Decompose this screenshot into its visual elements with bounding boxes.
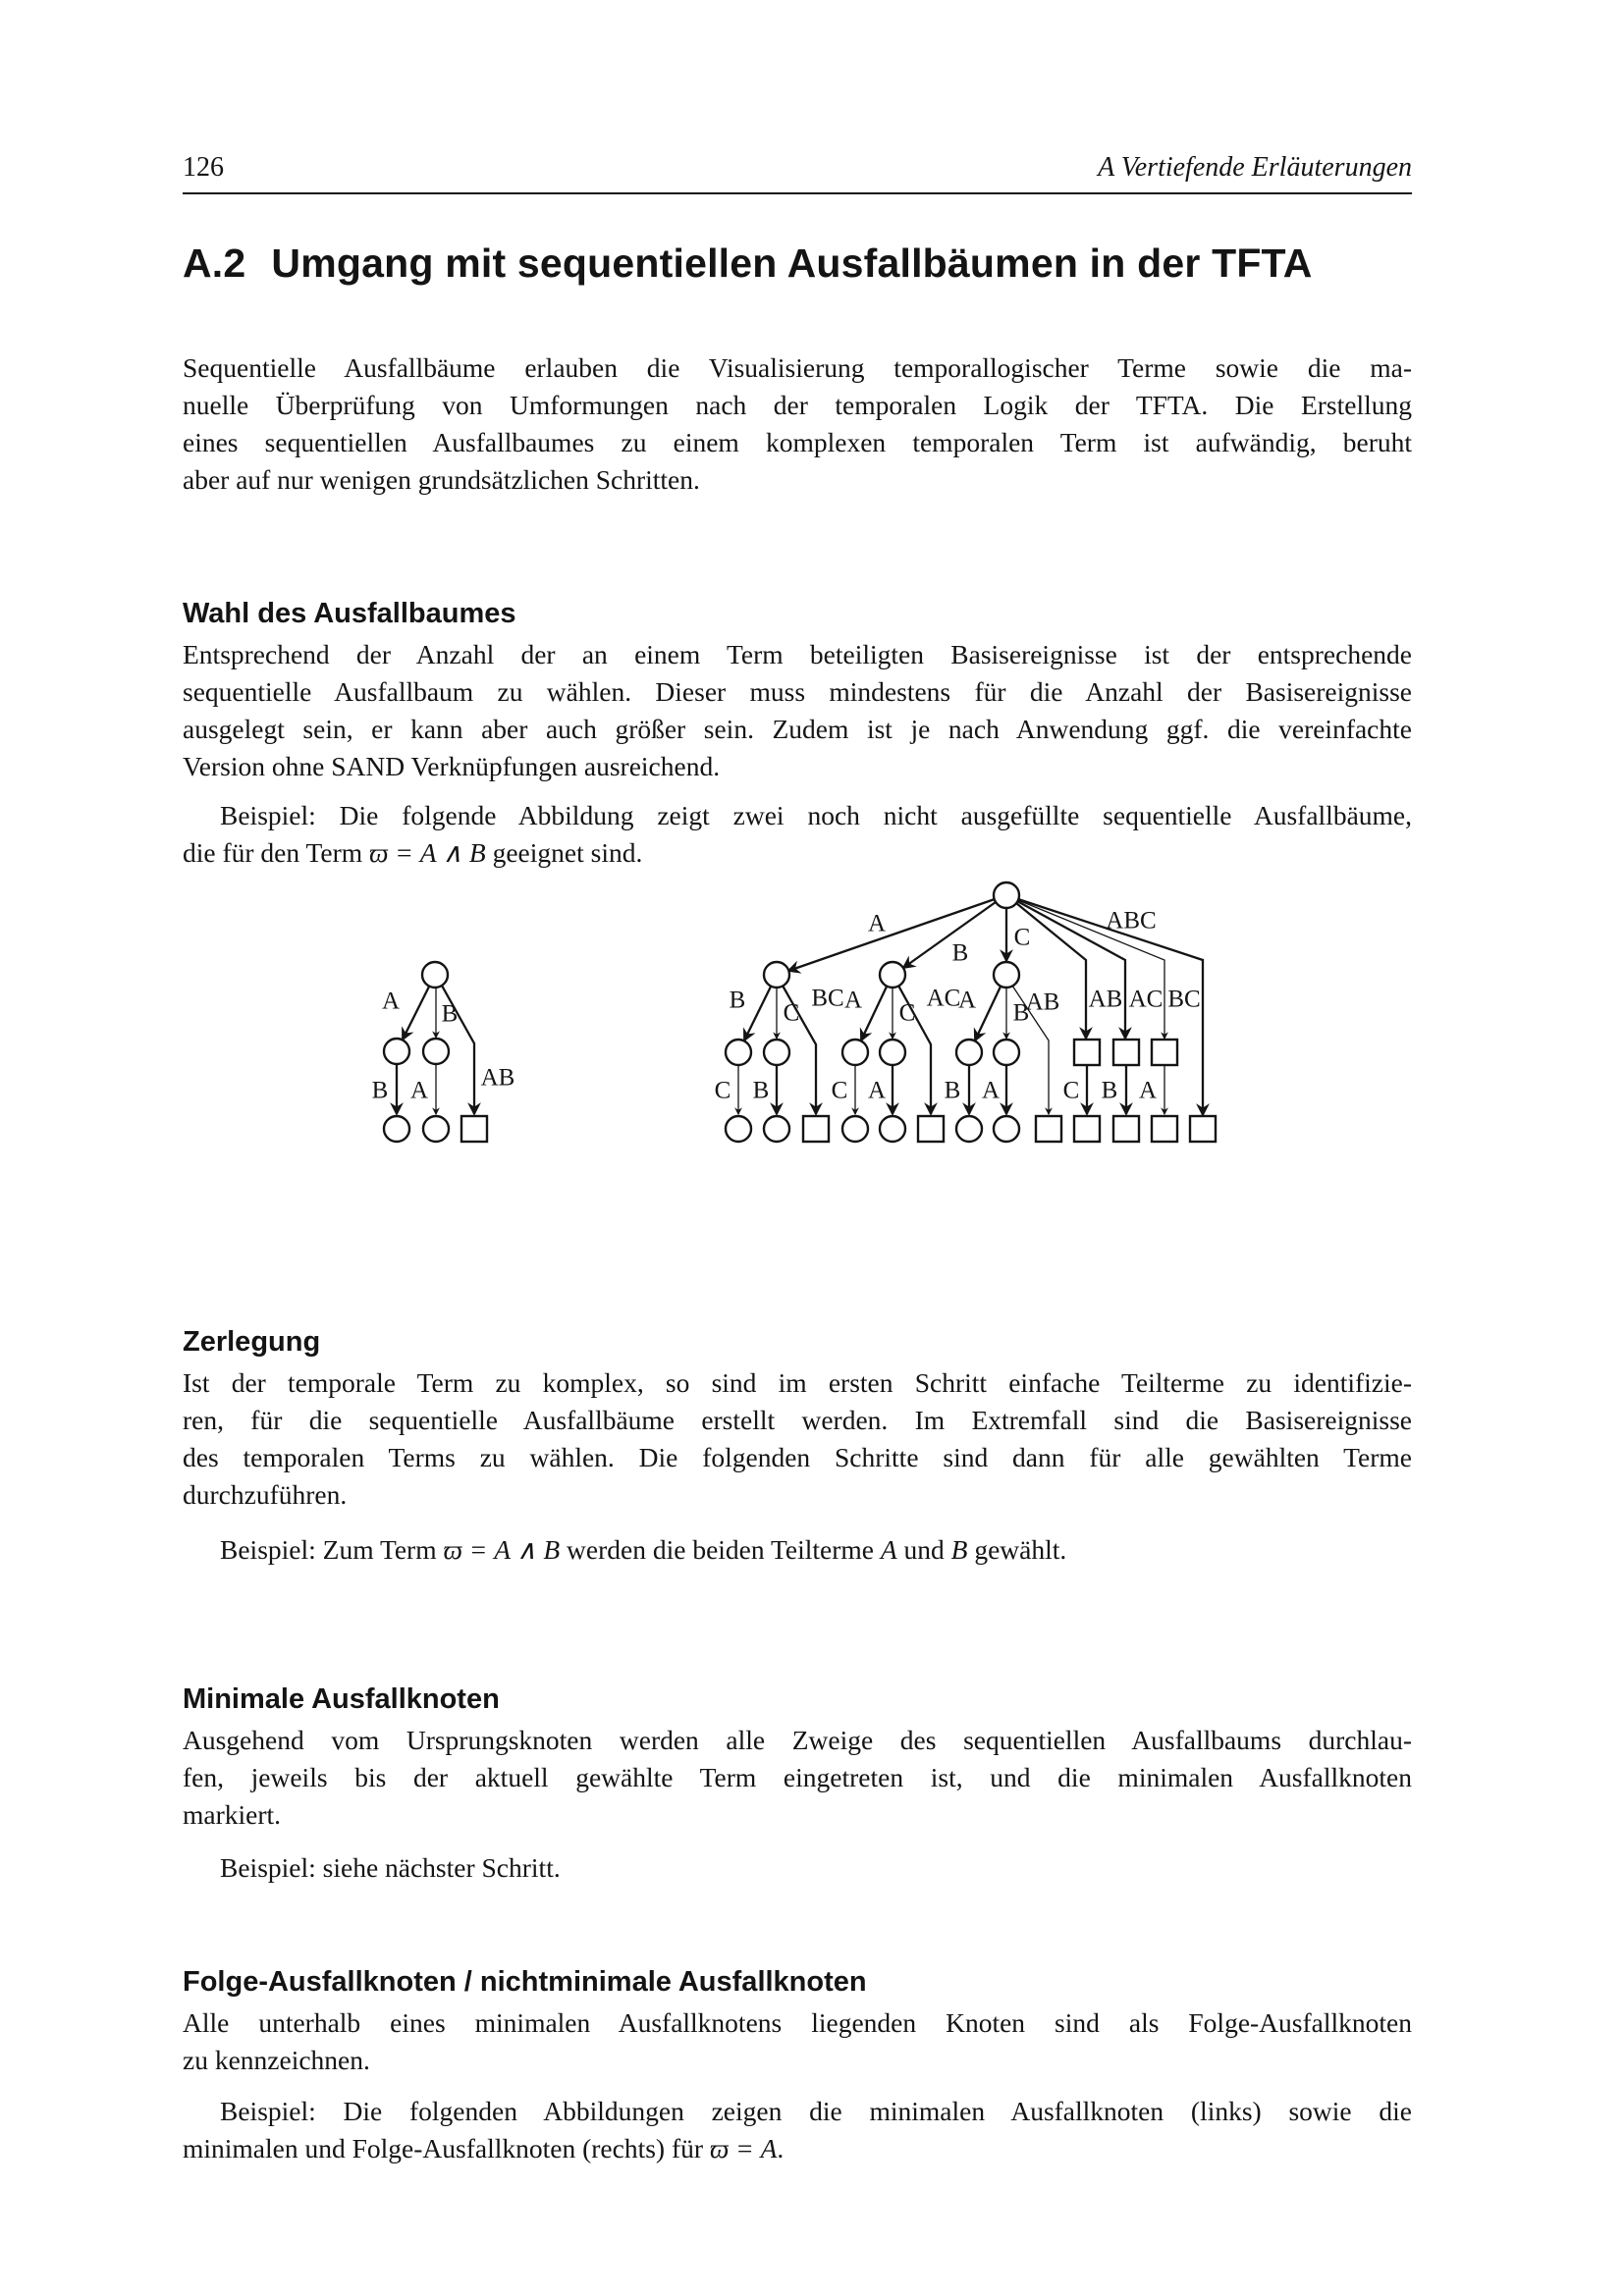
- event-node-circle: [764, 1040, 789, 1065]
- edge-label: A: [867, 910, 887, 937]
- event-node-square: [461, 1116, 487, 1142]
- event-node-square: [1152, 1116, 1177, 1142]
- event-node-circle: [994, 1116, 1019, 1142]
- section-title: Umgang mit sequentiellen Ausfallbäumen in der TFTA: [271, 240, 1313, 286]
- edge-label: B: [944, 1077, 961, 1104]
- formula: ϖ = A: [709, 2133, 778, 2163]
- edge-label: B: [371, 1077, 389, 1104]
- example-line: Beispiel: Die folgende Abbildung zeigt zwei noch nicht ausgefüllte sequentielle Ausfallbäume,: [220, 800, 1412, 830]
- edge-label: AB: [1088, 986, 1123, 1013]
- event-node-circle: [842, 1040, 868, 1065]
- body-line: ausgelegt sein, er kann aber auch größer sein. Zudem ist je nach Anwendung ggf. die vereinfachte: [183, 714, 1412, 744]
- body-line: Alle unterhalb eines minimalen Ausfallknotens liegenden Knoten sind als Folge-Ausfallknoten: [183, 2007, 1412, 2038]
- example-text: werden die beiden Teilterme: [560, 1534, 881, 1565]
- event-node-circle: [994, 882, 1019, 908]
- edge-label: A: [867, 1077, 887, 1104]
- edge-label: AC: [1128, 986, 1164, 1013]
- edge-label: C: [714, 1077, 731, 1104]
- subsection-heading-zerlegung: Zerlegung: [183, 1326, 321, 1358]
- edge-label: BC: [1167, 986, 1201, 1013]
- intro-line: Sequentielle Ausfallbäume erlauben die Visualisierung temporallogischer Terme sowie die ma-: [183, 352, 1412, 383]
- example-line: Beispiel: Die folgenden Abbildungen zeigen die minimalen Ausfallknoten (links) sowie die: [220, 2096, 1412, 2126]
- header-rule: [183, 192, 1412, 194]
- edge-label: A: [381, 988, 401, 1015]
- event-node-square: [1113, 1040, 1139, 1065]
- body-line: markiert.: [183, 1799, 282, 1830]
- event-node-circle: [764, 962, 789, 988]
- event-node-circle: [956, 1116, 982, 1142]
- event-node-square: [1190, 1116, 1216, 1142]
- body-line: Entsprechend der Anzahl der an einem Term beteiligten Basisereignisse ist der entsprechende: [183, 639, 1412, 669]
- event-node-square: [1152, 1040, 1177, 1065]
- edge-label: C: [831, 1077, 848, 1104]
- section-number: A.2: [183, 240, 246, 286]
- body-line: sequentielle Ausfallbaum zu wählen. Dieser muss mindestens für die Anzahl der Basisereignisse: [183, 676, 1412, 707]
- event-node-circle: [880, 1040, 905, 1065]
- edge-label: C: [1013, 924, 1031, 951]
- edge-label: AB: [1025, 988, 1060, 1016]
- edge-label: ABC: [1106, 907, 1157, 934]
- edge-label: A: [1138, 1077, 1158, 1104]
- edge-label: B: [752, 1077, 770, 1104]
- intro-line: nuelle Überprüfung von Umformungen nach der temporalen Logik der TFTA. Die Erstellung: [183, 390, 1412, 420]
- edge-label: C: [1062, 1077, 1080, 1104]
- body-line: zu kennzeichnen.: [183, 2045, 370, 2075]
- edge-label: C: [898, 999, 916, 1027]
- example-text: gewählt.: [967, 1534, 1067, 1565]
- event-node-circle: [726, 1040, 751, 1065]
- subsection-heading-wahl: Wahl des Ausfallbaumes: [183, 598, 516, 629]
- edge-label: B: [729, 987, 746, 1014]
- subsection-heading-folge: Folge-Ausfallknoten / nichtminimale Ausfallknoten: [183, 1966, 867, 1998]
- event-node-circle: [384, 1116, 409, 1142]
- edge-label: B: [1012, 999, 1030, 1027]
- body-line: Ist der temporale Term zu komplex, so sind im ersten Schritt einfache Teilterme zu identifizie-: [183, 1367, 1412, 1398]
- formula: ϖ = A ∧ B: [443, 1534, 561, 1565]
- edge-label: BC: [811, 985, 844, 1012]
- sequential-fault-trees-figure: [344, 864, 1257, 1178]
- event-node-circle: [726, 1116, 751, 1142]
- body-line: ren, für die sequentielle Ausfallbäume erstellt werden. Im Extremfall sind die Basisereignisse: [183, 1405, 1412, 1435]
- body-line: Version ohne SAND Verknüpfungen ausreichend.: [183, 751, 721, 781]
- edge-label: B: [1101, 1077, 1118, 1104]
- body-line: durchzuführen.: [183, 1479, 348, 1510]
- event-node-circle: [384, 1039, 409, 1064]
- event-node-square: [1036, 1116, 1061, 1142]
- body-line: fen, jeweils bis der aktuell gewählte Term eingetreten ist, und die minimalen Ausfallknoten: [183, 1762, 1412, 1792]
- edge-label: A: [981, 1077, 1001, 1104]
- edge-label: B: [441, 1000, 459, 1028]
- event-node-square: [1074, 1040, 1100, 1065]
- event-node-circle: [423, 1116, 449, 1142]
- event-node-square: [1074, 1116, 1100, 1142]
- example-text: geeignet sind.: [485, 837, 643, 868]
- event-node-circle: [880, 1116, 905, 1142]
- example-text: minimalen und Folge-Ausfallknoten (rechts) für: [183, 2133, 710, 2163]
- example-text: die für den Term: [183, 837, 370, 868]
- intro-line: aber auf nur wenigen grundsätzlichen Schritten.: [183, 464, 700, 495]
- edge-label: C: [783, 999, 800, 1027]
- tree-edge-B: [903, 902, 996, 968]
- page-number: 126: [183, 152, 224, 183]
- term-b: B: [950, 1534, 968, 1565]
- chapter-title: A Vertiefende Erläuterungen: [1098, 152, 1412, 183]
- intro-line: eines sequentiellen Ausfallbaumes zu einem komplexen temporalen Term ist aufwändig, beruht: [183, 427, 1412, 457]
- tree-edge-labels: [372, 908, 1201, 1104]
- body-line: des temporalen Terms zu wählen. Die folgenden Schritte sind dann für alle gewählten Terme: [183, 1442, 1412, 1472]
- tree-edge-B: [744, 987, 771, 1041]
- tree-edge-A: [403, 987, 429, 1040]
- edge-label: AB: [480, 1064, 515, 1092]
- section-heading: [183, 239, 1412, 288]
- event-node-circle: [423, 1039, 449, 1064]
- tree-edges: [397, 899, 1203, 1115]
- event-node-circle: [956, 1040, 982, 1065]
- subsection-heading-minimale: Minimale Ausfallknoten: [183, 1683, 500, 1715]
- edge-label: A: [843, 987, 863, 1014]
- tree-edge-A: [861, 987, 887, 1041]
- formula: ϖ = A ∧ B: [369, 837, 486, 868]
- example-line: Beispiel: siehe nächster Schritt.: [220, 1852, 561, 1883]
- edge-label: A: [957, 987, 977, 1014]
- event-node-circle: [764, 1116, 789, 1142]
- event-node-circle: [994, 962, 1019, 988]
- example-text: .: [777, 2133, 785, 2163]
- event-node-square: [918, 1116, 944, 1142]
- example-line: [183, 2130, 1412, 2167]
- event-node-square: [803, 1116, 829, 1142]
- event-node-circle: [880, 962, 905, 988]
- example-line: [183, 1531, 1412, 1569]
- event-node-circle: [994, 1040, 1019, 1065]
- edge-label: B: [951, 939, 969, 967]
- event-node-square: [1113, 1116, 1139, 1142]
- body-line: Ausgehend vom Ursprungsknoten werden alle Zweige des sequentiellen Ausfallbaums durchlau-: [183, 1725, 1412, 1755]
- event-node-circle: [422, 962, 448, 988]
- edge-label: A: [409, 1077, 429, 1104]
- event-node-circle: [842, 1116, 868, 1142]
- example-text: Beispiel: Zum Term: [220, 1534, 444, 1565]
- term-a: A: [880, 1534, 897, 1565]
- example-text: und: [896, 1534, 951, 1565]
- page-header: [183, 149, 1412, 187]
- edge-label: AC: [926, 985, 961, 1012]
- tree-edge-A: [975, 987, 1001, 1041]
